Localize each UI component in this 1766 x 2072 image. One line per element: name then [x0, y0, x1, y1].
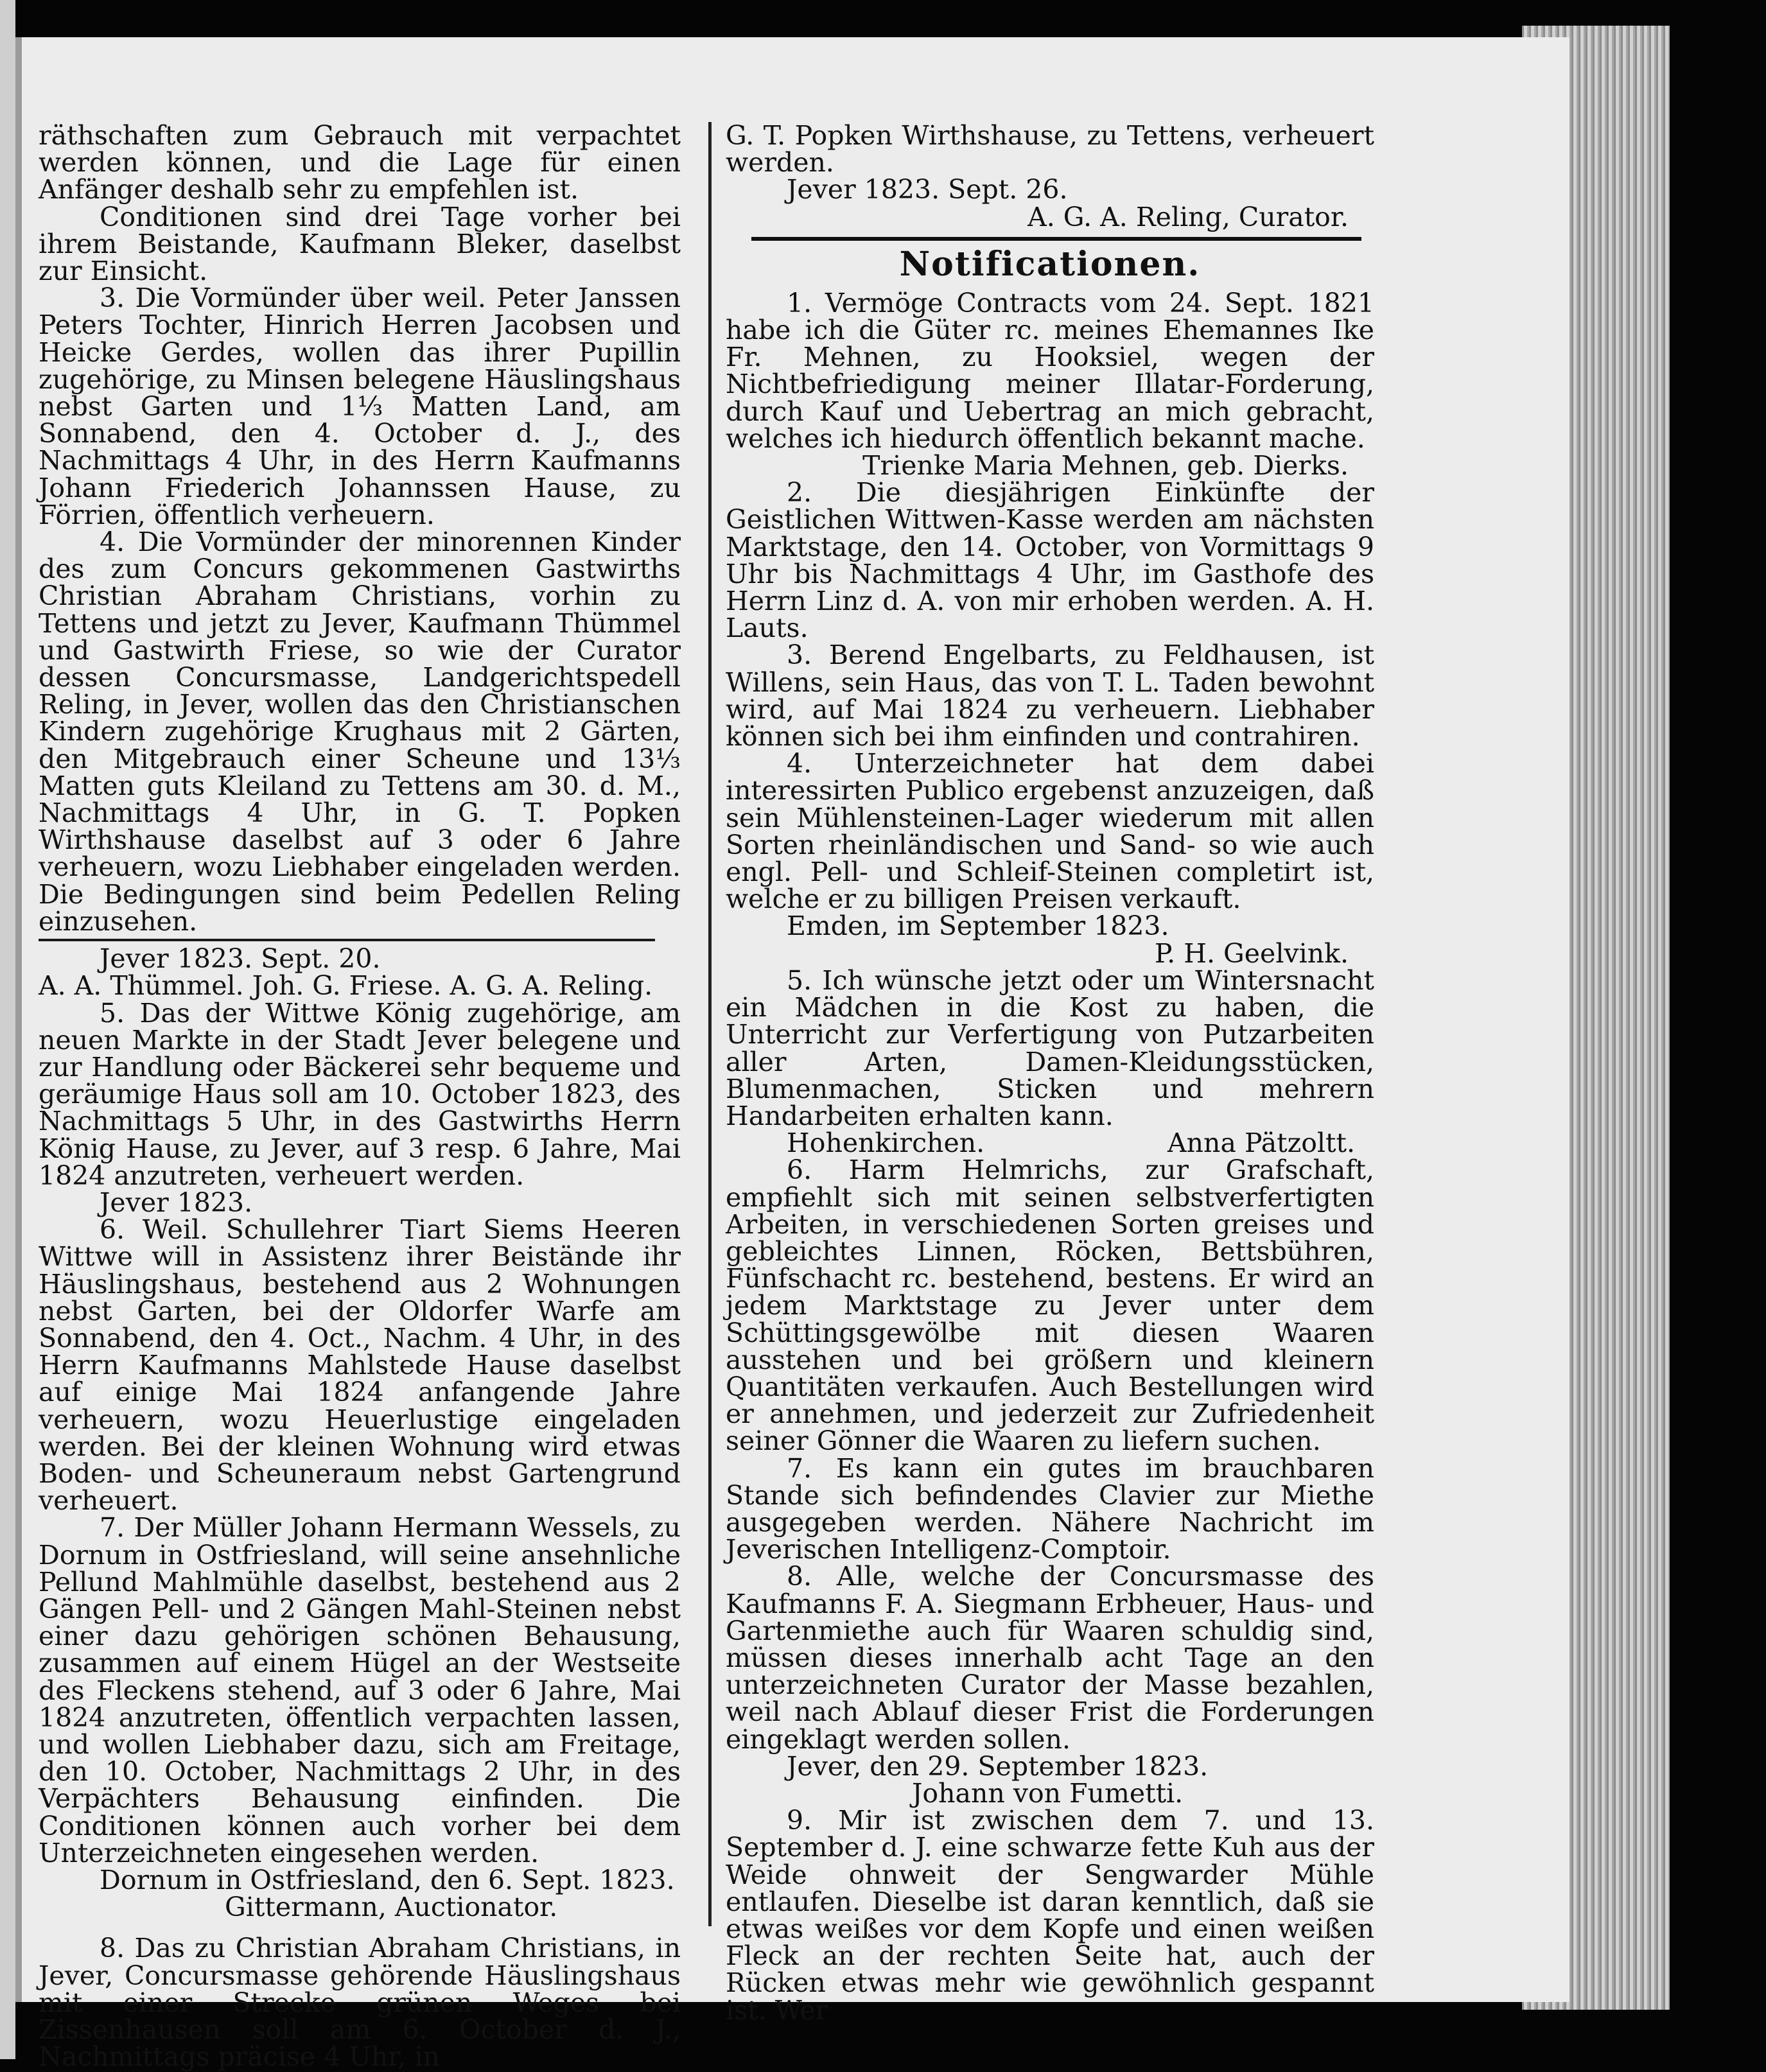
notice-3: 3. Die Vormünder über weil. Peter Janssen Peters Tochter, Hinrich Herren Jacobsen und Heicke Gerdes, wollen das ihrer Pupillin zugehörige, zu Minsen belegene Häuslingshaus nebst Garten und 1⅓ Matten Land, am Sonnabend, den 4. October d. J., des Nachmittags 4 Uhr, in des Herrn Kaufmanns Johann Friederich Johannssen Hause, zu Förrien, öffentlich verheuern. — [39, 283, 681, 530]
notification-4-signature: P. H. Geelvink. — [1154, 937, 1349, 969]
column-divider — [708, 122, 712, 1926]
notice-5: 5. Das der Wittwe König zugehörige, am neuen Markte in der Stadt Jever belegene und zur Handlung oder Bäckerei sehr bequeme und geräumige Haus soll am 10. October 1823, des Nachmittags 5 Uhr, in des Gastwirths Herrn König Hause, zu Jever, auf 3 resp. 6 Jahre, Mai 1824 anzutreten, verheuert werden. — [39, 997, 681, 1191]
separator-rule — [39, 939, 655, 941]
notice-4: 4. Die Vormünder der minorennen Kinder des zum Concurs gekommenen Gastwirths Christian Abraham Christians, vorhin zu Tettens und jetzt zu Jever, Kaufmann Thümmel und Gastwirth Friese, so wie der Curator dessen Concursmasse, Landgerichtspedell Reling, in Jever, wollen das den Christianschen Kindern zugehörige Krughaus mit 2 Gärten, den Mitgebrauch einer Scheune und 13⅓ Matten guts Kleiland zu Tettens am 30. d. M., Nachmittags 4 Uhr, in G. T. Popken Wirthshause daselbst auf 3 oder 6 Jahre verheuern, wozu Liebhaber eingeladen werden. Die Bedingungen sind beim Pedellen Reling einzusehen. — [39, 527, 681, 937]
page-gutter-shadow — [15, 37, 22, 2002]
notice-7-signature: Gittermann, Auctionator. — [225, 1892, 558, 1923]
notice-4-date: Jever 1823. Sept. 20. — [100, 943, 381, 975]
paragraph-continuation-right: G. T. Popken Wirthshause, zu Tettens, verheuert werden. — [726, 120, 1374, 178]
notice-7: 7. Der Müller Johann Hermann Wessels, zu Dornum in Ostfriesland, will seine ansehnliche Pellund Mahlmühle daselbst, bestehend aus 2 Gängen Pell- und 2 Gängen Mahl-Steinen nebst einer dazu gehörigen schönen Behausung, zusammen auf einem Hügel an der Westseite des Fleckens stehend, auf 3 oder 6 Jahre, Mai 1824 anzutreten, öffentlich verpachten lassen, und wollen Liebhaber dazu, sich am Freitage, den 10. October, Nachmittags 2 Uhr, in des Verpächters Behausung einfinden. Die Conditionen können auch vorher bei dem Unterzeichneten eingesehen werden. — [39, 1512, 681, 1868]
notice-6: 6. Weil. Schullehrer Tiart Siems Heeren Wittwe will in Assistenz ihrer Beistände ihr Häuslingshaus, bestehend aus 2 Wohnungen nebst Garten, bei der Oldorfer Warfe am Sonnabend, den 4. Oct., Nachm. 4 Uhr, in des Herrn Kaufmanns Mahlstede Hause daselbst auf einige Mai 1824 anfangende Jahre verheuern, wozu Heuerlustige eingeladen werden. Bei der kleinen Wohnung wird etwas Boden- und Scheuneraum nebst Gartengrund verheuert. — [39, 1214, 681, 1517]
notification-5-signature-row — [726, 1127, 1374, 1159]
top-date: Jever 1823. Sept. 26. — [787, 174, 1068, 205]
notification-1-signature: Trienke Maria Mehnen, geb. Dierks. — [862, 450, 1349, 482]
notice-8: 8. Das zu Christian Abraham Christians, in Jever, Concursmasse gehörende Häuslingshaus mit einer Strecke grünen Weges bei Zissenhausen soll am 6. October d. J., Nachmittags präcise 4 Uhr, in — [39, 1933, 681, 2072]
left-column — [39, 122, 681, 2070]
notice-4-signatures: A. A. Thümmel. Joh. G. Friese. A. G. A. Reling. — [39, 970, 653, 1002]
paragraph-conditions: Conditionen sind drei Tage vorher bei ihrem Beistande, Kaufmann Bleker, daselbst zur Einsicht. — [39, 201, 681, 287]
notice-7-date: Dornum in Ostfriesland, den 6. Sept. 1823. — [100, 1865, 675, 1895]
notification-1: 1. Vermöge Contracts vom 24. Sept. 1821 habe ich die Güter rc. meines Ehemannes Ike Fr. Mehnen, zu Hooksiel, wegen der Nichtbefriedigung meiner Illatar-Forderung, durch Kauf und Uebertrag an mich gebracht, welches ich hiedurch öffentlich bekannt mache. — [726, 287, 1374, 454]
notification-8: 8. Alle, welche der Concursmasse des Kaufmanns F. A. Siegmann Erbheuer, Haus- und Gartenmiethe auch für Waaren schuldig sind, müssen dieses innerhalb acht Tage an den unterzeichneten Curator der Masse bezahlen, weil nach Ablauf dieser Frist die Forderungen eingeklagt werden sollen. — [726, 1561, 1374, 1755]
notification-4: 4. Unterzeichneter hat dem dabei interessirten Publico ergebenst anzuzeigen, daß sein Mühlensteinen-Lager wiederum mit allen Sorten rheinländischen und Sand- so wie auch engl. Pell- und Schleif-Steinen completirt ist, welche er zu billigen Preisen verkauft. — [726, 748, 1374, 915]
notification-8-signature: Johann von Fumetti. — [912, 1777, 1184, 1809]
notification-6: 6. Harm Helmrichs, zur Grafschaft, empfiehlt sich mit seinen selbstverfertigten Arbeiten, in verschiedenen Sorten greises und gebleichtes Linnen, Röcken, Bettsbühren, Fünfschacht rc. bestehend, bestens. Er wird an jedem Marktstage zu Jever unter dem Schüttingsgewölbe mit diesen Waaren ausstehen und bei größern und kleinern Quantitäten verkaufen. Auch Bestellungen wird er annehmen, und jederzeit zur Zufriedenheit seiner Gönner die Waaren zu liefern suchen. — [726, 1154, 1374, 1457]
notification-5: 5. Ich wünsche jetzt oder um Wintersnacht ein Mädchen in die Kost zu haben, die Unterricht zur Verfertigung von Putzarbeiten aller Arten, Damen-Kleidungsstücken, Blumenmachen, Sticken und mehrern Handarbeiten erhalten kann. — [726, 964, 1374, 1131]
section-heading: Notificationen. — [899, 244, 1201, 284]
notification-5-signature: Anna Pätzoltt. — [1167, 1127, 1355, 1159]
notice-5-date: Jever 1823. — [100, 1187, 253, 1218]
right-column — [726, 122, 1374, 2024]
notification-9: 9. Mir ist zwischen dem 7. und 13. September d. J. eine schwarze fette Kuh aus der Weide ohnweit der Sengwarder Mühle entlaufen. Dieselbe ist daran kenntlich, daß sie etwas weißes vor dem Kopfe und einen weißen Fleck an der rechten Seite hat, auch der Rücken etwas mehr wie gewöhnlich gespannt ist. Wer — [726, 1805, 1374, 2026]
section-rule — [751, 237, 1361, 241]
top-signature: A. G. A. Reling, Curator. — [1027, 201, 1349, 232]
notification-5-place: Hohenkirchen. — [787, 1127, 985, 1159]
paragraph-continuation: räthschaften zum Gebrauch mit verpachtet werden können, und die Lage für einen Anfänger deshalb sehr zu empfehlen ist. — [39, 120, 681, 205]
notification-2: 2. Die diesjährigen Einkünfte der Geistlichen Wittwen-Kasse werden am nächsten Marktstage, den 14. October, von Vormittags 9 Uhr bis Nachmittags 4 Uhr, im Gasthofe des Herrn Linz d. A. von mir erhoben werden. A. H. Lauts. — [726, 477, 1374, 644]
notification-3: 3. Berend Engelbarts, zu Feldhausen, ist Willens, sein Haus, das von T. L. Taden bewohnt wird, auf Mai 1824 zu verheuern. Liebhaber können sich bei ihm einfinden und contrahiren. — [726, 640, 1374, 753]
notification-7: 7. Es kann ein gutes im brauchbaren Stande sich befindendes Clavier zur Miethe ausgegeben werden. Nähere Nachricht im Jeverischen Intelligenz-Comptoir. — [726, 1452, 1374, 1565]
scan-border — [0, 0, 15, 2059]
notification-4-date: Emden, im September 1823. — [787, 910, 1169, 942]
notification-8-date: Jever, den 29. September 1823. — [787, 1750, 1209, 1782]
